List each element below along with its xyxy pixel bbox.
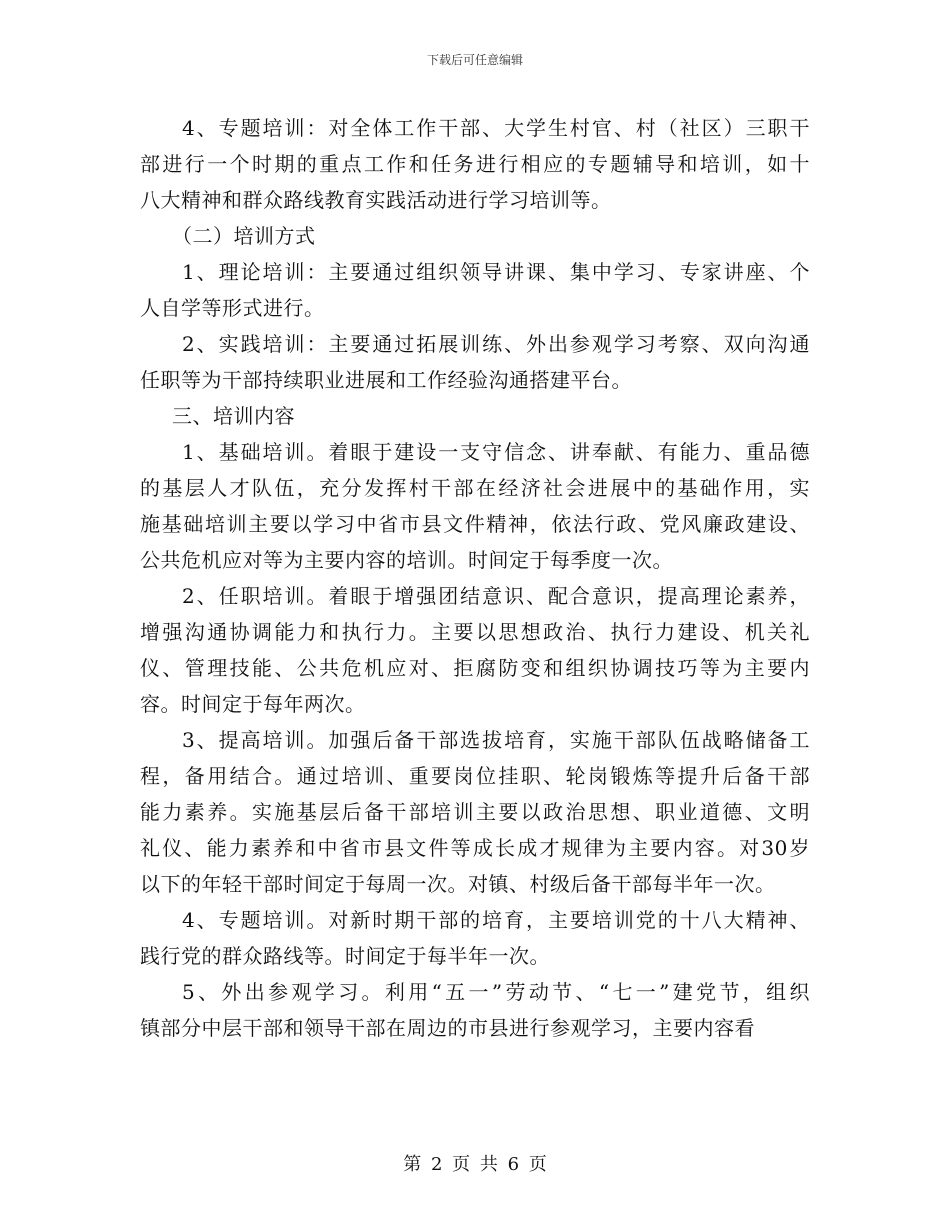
paragraph-line: 2、任职培训。着眼于增强团结意识、配合意识，提高理论素养， [182,584,810,608]
paragraph-line: 能力素养。实施基层后备干部培训主要以政治思想、职业道德、文明 [140,800,810,824]
paragraph-line: 的基层人才队伍，充分发挥村干部在经济社会进展中的基础作用，实 [140,476,810,500]
paragraph-line: 公共危机应对等为主要内容的培训。时间定于每季度一次。 [140,548,673,572]
paragraph-line: 部进行一个时期的重点工作和任务进行相应的专题辅导和培训，如十 [140,152,810,176]
document-body [140,110,810,1046]
paragraph-line: 1、理论培训：主要通过组织领导讲课、集中学习、专家讲座、个 [182,260,810,284]
paragraph-line: 八大精神和群众路线教育实践活动进行学习培训等。 [140,188,612,212]
page-header-note: 下载后可任意编辑 [426,53,523,67]
paragraph-line: 仪、管理技能、公共危机应对、拒腐防变和组织协调技巧等为主要内 [140,656,810,680]
paragraph-line: 礼仪、能力素养和中省市县文件等成长成才规律为主要内容。对30岁 [140,836,810,860]
section-heading: （二）培训方式 [172,224,316,248]
paragraph-line: 践行党的群众路线等。时间定于每半年一次。 [140,944,550,968]
paragraph-line: 任职等为干部持续职业进展和工作经验沟通搭建平台。 [140,368,632,392]
paragraph-line: 程，备用结合。通过培训、重要岗位挂职、轮岗锻炼等提升后备干部 [140,764,810,788]
paragraph-line: 2、实践培训：主要通过拓展训练、外出参观学习考察、双向沟通 [182,332,810,356]
paragraph-line: 4、专题培训。对新时期干部的培育，主要培训党的十八大精神、 [182,908,810,932]
paragraph-line: 4、专题培训：对全体工作干部、大学生村官、村（社区）三职干 [182,116,810,140]
paragraph-line: 3、提高培训。加强后备干部选拔培育，实施干部队伍战略储备工 [182,728,810,752]
paragraph-line: 1、基础培训。着眼于建设一支守信念、讲奉献、有能力、重品德 [182,440,810,464]
section-heading: 三、培训内容 [172,404,295,428]
paragraph-line: 镇部分中层干部和领导干部在周边的市县进行参观学习，主要内容看 [140,1016,755,1040]
paragraph-line: 人自学等形式进行。 [140,296,325,320]
paragraph-line: 容。时间定于每年两次。 [140,692,366,716]
paragraph-line: 以下的年轻干部时间定于每周一次。对镇、村级后备干部每半年一次。 [140,872,776,896]
paragraph-line: 增强沟通协调能力和执行力。主要以思想政治、执行力建设、机关礼 [140,620,810,644]
paragraph-line: 施基础培训主要以学习中省市县文件精神，依法行政、党风廉政建设、 [140,512,810,536]
page-number-footer: 第 2 页 共 6 页 [403,1154,547,1175]
paragraph-line: 5、外出参观学习。利用“五一”劳动节、“七一”建党节，组织 [182,980,810,1004]
